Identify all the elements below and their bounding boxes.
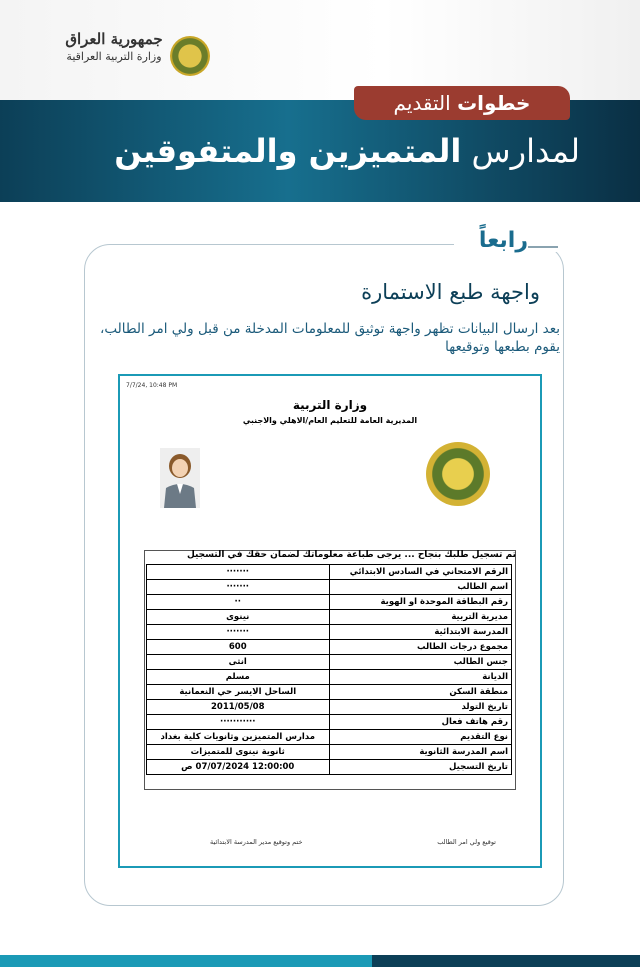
ministry-name: وزارة التربية العراقية	[66, 50, 162, 63]
table-row	[147, 730, 512, 745]
row-label: تاريخ التولد	[329, 700, 512, 715]
row-label: نوع التقديم	[329, 730, 512, 745]
row-label: اسم المدرسة الثانوية	[329, 745, 512, 760]
form-directorate: المديرية العامة للتعليم العام/الاهلي والاجنبي	[242, 416, 418, 425]
row-value: ·······	[147, 580, 330, 595]
ministry-seal-icon	[426, 442, 490, 506]
table-row	[147, 565, 512, 580]
banner-title-prefix: لمدارس	[471, 132, 580, 170]
steps-tag-rest: التقديم	[393, 91, 451, 115]
ministry-logo-text	[64, 30, 164, 63]
row-value: ·······	[147, 625, 330, 640]
parent-signature-label: توقيع ولي امر الطالب	[437, 838, 496, 846]
row-value: 12:00:00 07/07/2024 ص	[147, 760, 330, 775]
row-value: ثانوية نينوى للمتميزات	[147, 745, 330, 760]
step-label: رابعاً	[478, 228, 528, 253]
row-label: اسم الطالب	[329, 580, 512, 595]
table-row	[147, 625, 512, 640]
form-screenshot	[118, 374, 542, 868]
row-value: مسلم	[147, 670, 330, 685]
table-row	[147, 700, 512, 715]
row-value: 600	[147, 640, 330, 655]
table-row	[147, 685, 512, 700]
table-row	[147, 760, 512, 775]
row-label: الرقم الامتحاني في السادس الابتدائي	[329, 565, 512, 580]
steps-tag-bold: خطوات	[457, 91, 531, 115]
footer-bar-light	[0, 955, 372, 967]
row-label: رقم البطاقة الموحدة او الهوية	[329, 595, 512, 610]
row-value: نينوى	[147, 610, 330, 625]
row-value: انثى	[147, 655, 330, 670]
form-ministry: وزارة التربية	[292, 398, 368, 412]
ministry-emblem-icon	[170, 36, 210, 76]
success-message: تم تسجيل طلبك بنجاح ... يرجى طباعة معلوماتك لضمان حقك في التسجيل	[186, 550, 516, 560]
principal-signature-label: ختم وتوقيع مدير المدرسة الابتدائية	[210, 838, 303, 846]
row-label: مجموع درجات الطالب	[329, 640, 512, 655]
table-row	[147, 715, 512, 730]
table-row	[147, 745, 512, 760]
row-label: منطقة السكن	[329, 685, 512, 700]
row-label: رقم هاتف فعال	[329, 715, 512, 730]
row-value: مدارس المتميزين وثانويات كلية بغداد	[147, 730, 330, 745]
registration-table	[146, 564, 512, 775]
section-description: بعد ارسال البيانات تظهر واجهة توثيق للمعلومات المدخلة من قبل ولي امر الطالب، يقوم بطبعها وتوقيعها	[99, 321, 560, 355]
student-avatar-icon	[160, 448, 200, 508]
section-heading: واجهة طبع الاستمارة	[361, 280, 540, 304]
row-label: تاريخ التسجيل	[329, 760, 512, 775]
print-timestamp: 7/7/24, 10:48 PM	[126, 382, 178, 389]
steps-tag	[354, 86, 570, 120]
republic-name: جمهورية العراق	[65, 30, 163, 48]
row-value: الساحل الايسر حي النعمانية	[147, 685, 330, 700]
banner-title	[114, 132, 580, 170]
table-row	[147, 670, 512, 685]
row-label: المدرسة الابتدائية	[329, 625, 512, 640]
row-value: ···········	[147, 715, 330, 730]
row-label: الديانة	[329, 670, 512, 685]
table-row	[147, 595, 512, 610]
row-label: جنس الطالب	[329, 655, 512, 670]
table-row	[147, 655, 512, 670]
table-row	[147, 610, 512, 625]
banner-title-bold: المتميزين والمتفوقين	[114, 132, 462, 170]
row-value: ·······	[147, 565, 330, 580]
row-label: مديرية التربية	[329, 610, 512, 625]
footer-bar-dark	[372, 955, 640, 967]
row-value: ··	[147, 595, 330, 610]
table-row	[147, 580, 512, 595]
row-value: 2011/05/08	[147, 700, 330, 715]
step-divider	[528, 246, 558, 248]
table-row	[147, 640, 512, 655]
